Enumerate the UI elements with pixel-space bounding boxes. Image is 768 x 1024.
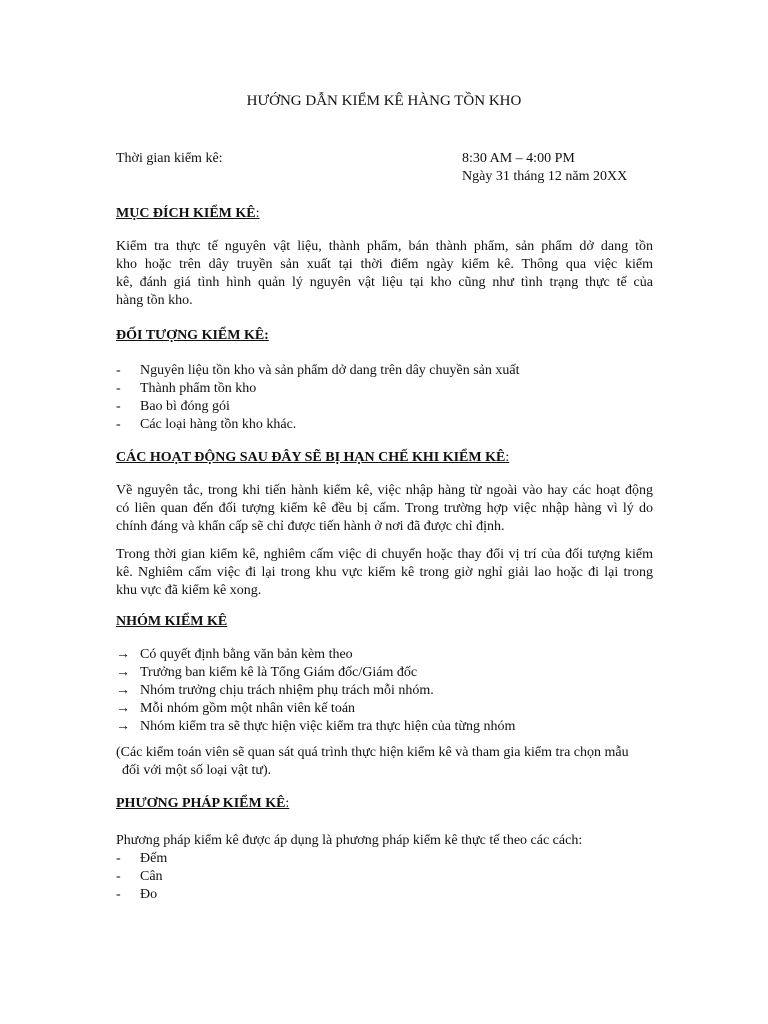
- list-item: [116, 398, 519, 416]
- purpose-line: kho hoặc trên dây truyền sản xuất tại thời điểm ngày kiểm kê. Thông qua việc kiểm: [116, 257, 653, 272]
- restricted-line: Trong thời gian kiểm kê, nghiêm cấm việc di chuyển hoặc thay đổi vị trí của đối tượng kiểm: [116, 547, 653, 562]
- dash-bullet: -: [116, 381, 121, 396]
- restricted-heading-text: CÁC HOẠT ĐỘNG SAU ĐÂY SẼ BỊ HẠN CHẾ KHI KIỂM KÊ: [116, 450, 506, 465]
- document-title: HƯỚNG DẪN KIỂM KÊ HÀNG TỒN KHO: [246, 93, 522, 109]
- restricted-paragraph-2: [116, 546, 653, 600]
- purpose-heading-text: MỤC ĐÍCH KIỂM KÊ: [116, 206, 256, 221]
- arrow-bullet-icon: →: [116, 701, 130, 716]
- restricted-heading-colon: :: [505, 450, 510, 465]
- purpose-line: Kiểm tra thực tế nguyên vật liệu, thành phẩm, bán thành phẩm, sản phẩm dở dang tồn: [116, 239, 653, 254]
- restricted-line: kê. Nghiêm cấm việc đi lại trong khu vực kiểm kê trong giờ nghỉ giải lao hoặc đi lại trong: [116, 565, 653, 580]
- list-item: [116, 664, 515, 682]
- list-item-text: Mỗi nhóm gồm một nhân viên kế toán: [140, 701, 356, 716]
- arrow-bullet-icon: →: [116, 683, 130, 698]
- time-label: Thời gian kiểm kê:: [116, 151, 223, 166]
- team-list: [116, 646, 515, 736]
- list-item-text: Nhóm trưởng chịu trách nhiệm phụ trách mỗi nhóm.: [140, 683, 434, 698]
- objects-list: [116, 362, 519, 434]
- list-item: [116, 380, 519, 398]
- dash-bullet: -: [116, 869, 121, 884]
- objects-heading: ĐỐI TƯỢNG KIỂM KÊ:: [116, 328, 269, 343]
- team-note-line-1: (Các kiểm toán viên sẽ quan sát quá trình thực hiện kiểm kê và tham gia kiểm tra chọn mẫu: [116, 745, 629, 760]
- list-item-text: Có quyết định bằng văn bản kèm theo: [140, 647, 353, 662]
- list-item-text: Cân: [140, 869, 163, 884]
- list-item-text: Thành phẩm tồn kho: [140, 381, 257, 396]
- purpose-heading-colon: :: [255, 206, 260, 221]
- list-item: [116, 416, 519, 434]
- restricted-line: có liên quan đến đối tượng kiểm kê đều bị cấm. Trong trường hợp việc nhập hàng vì lý do: [116, 501, 653, 516]
- method-heading-colon: :: [285, 796, 290, 811]
- dash-bullet: -: [116, 399, 121, 414]
- restricted-line: Về nguyên tắc, trong khi tiến hành kiểm kê, việc nhập hàng từ ngoài vào hay các hoạt động: [116, 483, 653, 498]
- list-item: [116, 886, 167, 904]
- team-note-line-2: đối với một số loại vật tư).: [122, 763, 272, 778]
- time-date: Ngày 31 tháng 12 năm 20XX: [462, 169, 628, 184]
- list-item-text: Bao bì đóng gói: [140, 399, 230, 414]
- list-item-text: Đo: [140, 887, 158, 902]
- list-item-text: Đếm: [140, 851, 168, 866]
- method-heading: [116, 796, 289, 812]
- dash-bullet: -: [116, 417, 121, 432]
- restricted-heading: [116, 450, 509, 466]
- dash-bullet: -: [116, 851, 121, 866]
- list-item: [116, 362, 519, 380]
- method-list: [116, 850, 167, 904]
- dash-bullet: -: [116, 887, 121, 902]
- method-heading-text: PHƯƠNG PHÁP KIỂM KÊ: [116, 796, 286, 811]
- list-item: [116, 850, 167, 868]
- purpose-heading: [116, 206, 260, 222]
- list-item-text: Các loại hàng tồn kho khác.: [140, 417, 297, 432]
- arrow-bullet-icon: →: [116, 647, 130, 662]
- time-hours: 8:30 AM – 4:00 PM: [462, 151, 575, 166]
- purpose-line: hàng tồn kho.: [116, 293, 193, 308]
- method-intro: Phương pháp kiểm kê được áp dụng là phương pháp kiểm kê thực tế theo các cách:: [116, 833, 583, 848]
- arrow-bullet-icon: →: [116, 665, 130, 680]
- purpose-line: kê, đánh giá tình hình quản lý nguyên vật liệu tại kho cũng như tình trạng thực tế của: [116, 275, 653, 290]
- list-item: [116, 682, 515, 700]
- list-item: [116, 646, 515, 664]
- list-item: [116, 718, 515, 736]
- list-item: [116, 700, 515, 718]
- list-item-text: Trưởng ban kiểm kê là Tổng Giám đốc/Giám đốc: [140, 665, 418, 680]
- dash-bullet: -: [116, 363, 121, 378]
- purpose-paragraph: [116, 238, 653, 310]
- restricted-line: chính đáng và khẩn cấp sẽ chỉ được tiến hành ở nơi đã được chỉ định.: [116, 519, 505, 534]
- arrow-bullet-icon: →: [116, 719, 130, 734]
- team-heading: NHÓM KIỂM KÊ: [116, 614, 228, 629]
- restricted-paragraph-1: [116, 482, 653, 536]
- list-item-text: Nhóm kiểm tra sẽ thực hiện việc kiểm tra thực hiện của từng nhóm: [140, 719, 516, 734]
- restricted-line: khu vực đã kiểm kê xong.: [116, 583, 262, 598]
- list-item: [116, 868, 167, 886]
- list-item-text: Nguyên liệu tồn kho và sản phẩm dở dang trên dây chuyền sản xuất: [140, 363, 520, 378]
